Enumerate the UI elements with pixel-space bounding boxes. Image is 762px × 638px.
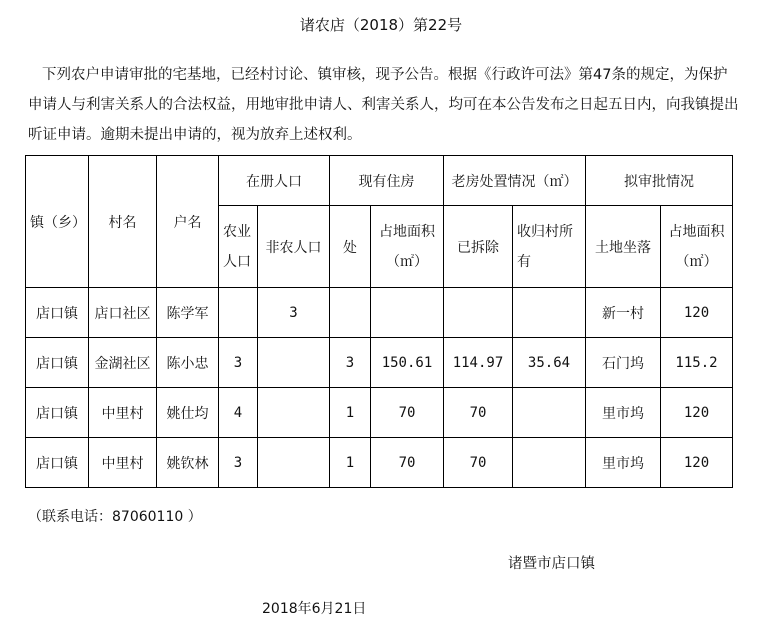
cell-approve-area: 120 <box>661 288 733 338</box>
cell-household: 姚钦林 <box>157 438 219 488</box>
cell-demolished: 114.97 <box>444 338 513 388</box>
contact-phone: （联系电话：87060110 ） <box>28 509 202 525</box>
cell-agri: 3 <box>219 338 258 388</box>
cell-nonagri <box>258 338 330 388</box>
homestead-approval-table <box>25 155 733 488</box>
document-number: 诸农店（2018）第22号 <box>299 16 463 34</box>
signer-authority: 诸暨市店口镇 <box>508 556 595 572</box>
header-area: 占地面积（㎡） <box>371 206 444 288</box>
cell-area <box>371 288 444 338</box>
cell-village: 中里村 <box>89 388 157 438</box>
cell-agri <box>219 288 258 338</box>
cell-reclaimed <box>513 438 586 488</box>
cell-area: 150.61 <box>371 338 444 388</box>
header-non-agricultural-population: 非农人口 <box>258 206 330 288</box>
announcement-text: 下列农户申请审批的宅基地，已经村讨论、镇审核，现予公告。根据《行政许可法》第47条的规定，为保护申请人与利害关系人的合法权益，用地审批申请人、利害关系人，均可在本公告发布之日起五日内，向我镇提出听证申请。逾期未提出申请的，视为放弃上述权利。 <box>28 67 739 143</box>
table-row <box>26 438 733 488</box>
header-approval: 拟审批情况 <box>586 156 733 206</box>
cell-agri: 4 <box>219 388 258 438</box>
table-row <box>26 388 733 438</box>
header-household: 户名 <box>157 156 219 288</box>
cell-count: 3 <box>330 338 371 388</box>
cell-count: 1 <box>330 438 371 488</box>
cell-household: 姚仕均 <box>157 388 219 438</box>
cell-town: 店口镇 <box>26 438 89 488</box>
cell-town: 店口镇 <box>26 288 89 338</box>
cell-area: 70 <box>371 388 444 438</box>
header-approve-area: 占地面积（㎡） <box>661 206 733 288</box>
table-header-row <box>26 156 733 206</box>
cell-reclaimed: 35.64 <box>513 338 586 388</box>
cell-demolished: 70 <box>444 388 513 438</box>
cell-count <box>330 288 371 338</box>
cell-approve-area: 120 <box>661 388 733 438</box>
header-registered-population: 在册人口 <box>219 156 330 206</box>
header-village: 村名 <box>89 156 157 288</box>
cell-location: 里市坞 <box>586 438 661 488</box>
header-old-house-disposal: 老房处置情况（㎡） <box>444 156 586 206</box>
cell-reclaimed <box>513 288 586 338</box>
header-count: 处 <box>330 206 371 288</box>
header-current-housing: 现有住房 <box>330 156 444 206</box>
header-reclaimed: 收归村所有 <box>513 206 586 288</box>
cell-nonagri <box>258 438 330 488</box>
header-demolished: 已拆除 <box>444 206 513 288</box>
cell-village: 金湖社区 <box>89 338 157 388</box>
cell-reclaimed <box>513 388 586 438</box>
cell-demolished <box>444 288 513 338</box>
header-town: 镇（乡） <box>26 156 89 288</box>
announcement-paragraph <box>28 60 740 150</box>
cell-agri: 3 <box>219 438 258 488</box>
issue-date: 2018年6月21日 <box>262 601 367 617</box>
cell-village: 中里村 <box>89 438 157 488</box>
cell-town: 店口镇 <box>26 388 89 438</box>
cell-nonagri: 3 <box>258 288 330 338</box>
cell-demolished: 70 <box>444 438 513 488</box>
header-agricultural-population: 农业人口 <box>219 206 258 288</box>
cell-village: 店口社区 <box>89 288 157 338</box>
cell-location: 里市坞 <box>586 388 661 438</box>
cell-approve-area: 120 <box>661 438 733 488</box>
cell-town: 店口镇 <box>26 338 89 388</box>
table-row <box>26 288 733 338</box>
cell-count: 1 <box>330 388 371 438</box>
cell-location: 新一村 <box>586 288 661 338</box>
cell-location: 石门坞 <box>586 338 661 388</box>
cell-household: 陈学军 <box>157 288 219 338</box>
cell-area: 70 <box>371 438 444 488</box>
table-row <box>26 338 733 388</box>
cell-nonagri <box>258 388 330 438</box>
cell-approve-area: 115.2 <box>661 338 733 388</box>
cell-household: 陈小忠 <box>157 338 219 388</box>
header-location: 土地坐落 <box>586 206 661 288</box>
